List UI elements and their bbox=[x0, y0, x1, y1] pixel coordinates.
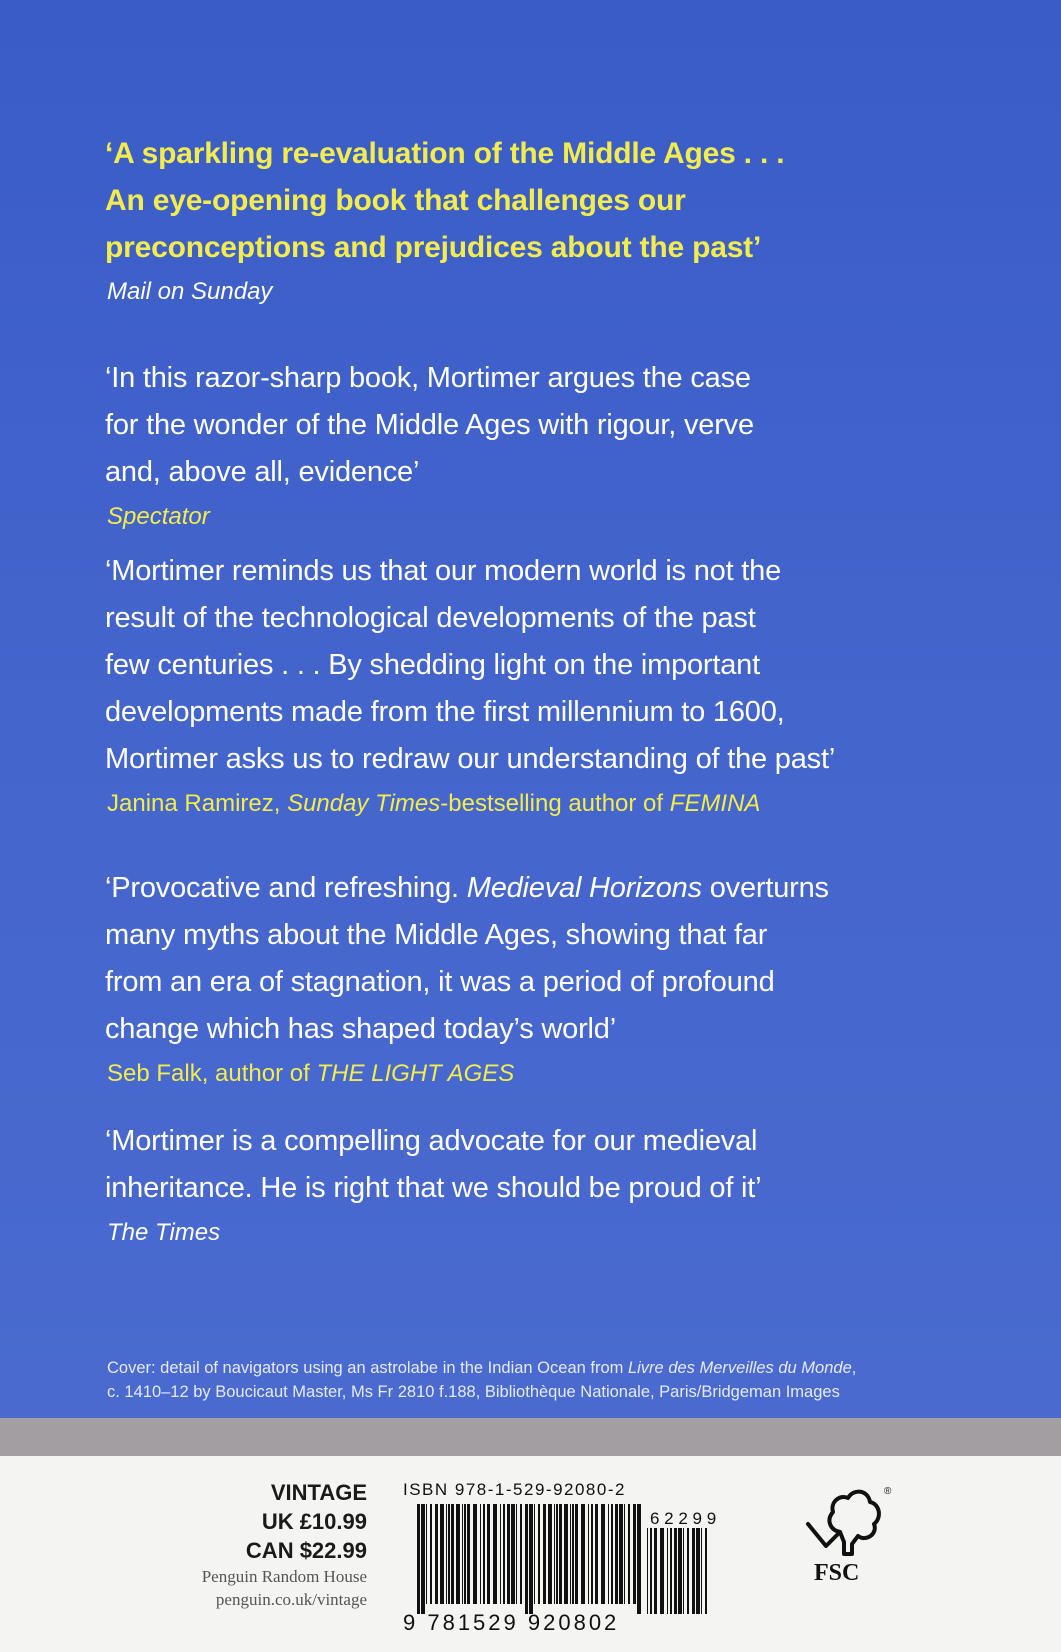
quote-book-title: Medieval Horizons bbox=[466, 872, 702, 904]
barcode-bar bbox=[624, 1504, 625, 1604]
barcode-bar bbox=[705, 1528, 707, 1614]
quote-line: few centuries . . . By shedding light on the important bbox=[105, 649, 760, 681]
barcode-bar bbox=[493, 1504, 497, 1604]
price-uk: UK £10.99 bbox=[261, 1509, 367, 1534]
quote-line: Mortimer asks us to redraw our understanding of the past’ bbox=[105, 743, 836, 775]
quote-line-pre: ‘Provocative and refreshing. bbox=[105, 872, 467, 904]
barcode-bar bbox=[601, 1504, 605, 1604]
quote-line: many myths about the Middle Ages, showing that far bbox=[105, 919, 768, 951]
barcode-bar bbox=[516, 1504, 517, 1604]
barcode-bar bbox=[451, 1504, 454, 1604]
cover-credit bbox=[107, 1356, 1031, 1404]
barcode-bar bbox=[500, 1504, 501, 1604]
barcode-bar bbox=[554, 1504, 555, 1604]
barcode-bar bbox=[534, 1504, 535, 1604]
quote-line: for the wonder of the Middle Ages with rigour, verve bbox=[105, 409, 754, 441]
barcode-bar bbox=[556, 1504, 558, 1604]
barcode-bar bbox=[572, 1504, 574, 1604]
quote-line: change which has shaped today’s world’ bbox=[105, 1013, 616, 1045]
publisher-house: Penguin Random House bbox=[201, 1567, 367, 1586]
barcode-bar bbox=[615, 1504, 618, 1604]
barcode-bar bbox=[435, 1504, 438, 1604]
isbn-barcode bbox=[403, 1504, 753, 1634]
barcode-bar bbox=[564, 1504, 568, 1604]
barcode-bar bbox=[446, 1504, 447, 1604]
barcode-bar bbox=[575, 1504, 578, 1604]
barcode-bar bbox=[650, 1528, 652, 1614]
barcode-bar bbox=[426, 1504, 427, 1604]
source-publication: Sunday Times bbox=[287, 790, 441, 817]
barcode-bar bbox=[462, 1504, 463, 1604]
barcode-bar bbox=[538, 1504, 540, 1604]
barcode-bar bbox=[670, 1528, 672, 1614]
barcode-bar bbox=[448, 1504, 450, 1604]
quote-janina-ramirez bbox=[105, 548, 1021, 821]
quote-source bbox=[107, 1057, 1021, 1091]
barcode-bar bbox=[683, 1528, 684, 1614]
quote-seb-falk bbox=[105, 865, 1021, 1091]
barcode-bar bbox=[628, 1504, 630, 1604]
barcode-bar bbox=[591, 1504, 593, 1604]
barcode-bar bbox=[696, 1528, 700, 1614]
credit-title: Livre des Merveilles du Monde bbox=[627, 1359, 852, 1377]
quote-source: The Times bbox=[107, 1219, 221, 1246]
quote-line: ‘A sparkling re-evaluation of the Middle Ages . . . bbox=[105, 137, 785, 170]
barcode-bar bbox=[483, 1504, 485, 1604]
quote-line: from an era of stagnation, it was a period of profound bbox=[105, 966, 775, 998]
barcode-addon-digits: 6 2 2 9 9 bbox=[650, 1509, 717, 1528]
barcode-bar bbox=[588, 1504, 589, 1604]
credit-line: c. 1410–12 by Boucicaut Master, Ms Fr 2810 f.188, Bibliothèque Nationale, Paris/Bridgeman Images bbox=[107, 1383, 840, 1401]
quote-the-times bbox=[105, 1118, 1021, 1250]
grey-band bbox=[0, 1418, 1061, 1456]
barcode-bar bbox=[678, 1528, 682, 1614]
barcode-bar bbox=[692, 1528, 695, 1614]
quote-line: An eye-opening book that challenges our bbox=[105, 184, 686, 217]
barcode-bar bbox=[633, 1504, 636, 1604]
barcode-bar bbox=[667, 1528, 668, 1614]
quote-line: ‘Mortimer is a compelling advocate for our medieval bbox=[105, 1125, 758, 1157]
barcode-bar bbox=[520, 1504, 522, 1604]
quote-source bbox=[107, 787, 1021, 821]
barcode-bar bbox=[608, 1504, 609, 1604]
publisher-name: VINTAGE bbox=[270, 1480, 367, 1505]
barcode-bar bbox=[559, 1504, 562, 1604]
barcode-bar bbox=[464, 1504, 466, 1604]
barcode-bar bbox=[647, 1528, 648, 1614]
barcode-bar bbox=[467, 1504, 470, 1604]
quote-line: and, above all, evidence’ bbox=[105, 456, 420, 488]
price-can: CAN $22.99 bbox=[245, 1538, 367, 1563]
barcode-bar bbox=[660, 1528, 664, 1614]
quote-spectator bbox=[105, 355, 1021, 534]
isbn-label: ISBN 978-1-529-92080-2 bbox=[403, 1480, 626, 1499]
tree-check-icon bbox=[808, 1492, 879, 1554]
source-middle: -bestselling author of bbox=[440, 790, 670, 817]
credit-line: Cover: detail of navigators using an astrolabe in the Indian Ocean from Livre des Merveilles du Monde, bbox=[107, 1359, 857, 1377]
quote-line: ‘Mortimer reminds us that our modern world is not the bbox=[105, 555, 781, 587]
quote-line: inheritance. He is right that we should be proud of it’ bbox=[105, 1172, 762, 1204]
quote-line-post: overturns bbox=[701, 872, 829, 904]
quote-source: Spectator bbox=[107, 503, 210, 530]
barcode-bar bbox=[611, 1504, 613, 1604]
barcode-bar bbox=[417, 1504, 420, 1614]
barcode-bar bbox=[473, 1504, 477, 1604]
barcode-bar bbox=[480, 1504, 481, 1604]
barcode-bar bbox=[456, 1504, 460, 1604]
quote-line: ‘In this razor-sharp book, Mortimer argues the case bbox=[105, 362, 751, 394]
imprint bbox=[202, 1478, 367, 1611]
fsc-logo bbox=[800, 1480, 890, 1590]
barcode-bar bbox=[430, 1504, 432, 1604]
source-book: THE LIGHT AGES bbox=[316, 1060, 515, 1087]
barcode-bar bbox=[529, 1504, 533, 1614]
barcode-bar bbox=[525, 1504, 528, 1614]
barcode-bar bbox=[674, 1528, 677, 1614]
barcode-bar bbox=[548, 1504, 552, 1604]
fsc-label: FSC bbox=[814, 1560, 860, 1586]
quote-mail-on-sunday bbox=[105, 130, 1021, 309]
barcode-bar bbox=[581, 1504, 585, 1604]
barcode-bar bbox=[619, 1504, 623, 1604]
quote-source: Mail on Sunday bbox=[107, 278, 273, 305]
barcode-bar bbox=[701, 1528, 702, 1614]
quote-line bbox=[105, 865, 1021, 912]
barcode-bar bbox=[421, 1504, 425, 1614]
barcode-bar bbox=[595, 1504, 598, 1604]
barcode-bar bbox=[511, 1504, 515, 1604]
source-name: Seb Falk, author of bbox=[107, 1060, 317, 1087]
barcode-bar bbox=[440, 1504, 444, 1604]
barcode-bar bbox=[503, 1504, 505, 1604]
quote-line: result of the technological developments of the past bbox=[105, 602, 756, 634]
barcode-bar bbox=[687, 1528, 689, 1614]
barcode-bar bbox=[487, 1504, 490, 1604]
barcode-bar bbox=[543, 1504, 546, 1604]
barcode-bar bbox=[507, 1504, 510, 1604]
fsc-registered: ® bbox=[884, 1486, 892, 1497]
quote-line: preconceptions and prejudices about the past’ bbox=[105, 231, 762, 264]
source-name: Janina Ramirez, bbox=[107, 790, 288, 817]
barcode-bar bbox=[637, 1504, 641, 1614]
publisher-url: penguin.co.uk/vintage bbox=[215, 1590, 367, 1609]
barcode-bar bbox=[570, 1504, 571, 1604]
quote-line: developments made from the first millennium to 1600, bbox=[105, 696, 785, 728]
barcode-bar bbox=[654, 1528, 657, 1614]
barcode-digits: 9 781529 920802 bbox=[403, 1610, 620, 1635]
source-book: FEMINA bbox=[669, 790, 761, 817]
